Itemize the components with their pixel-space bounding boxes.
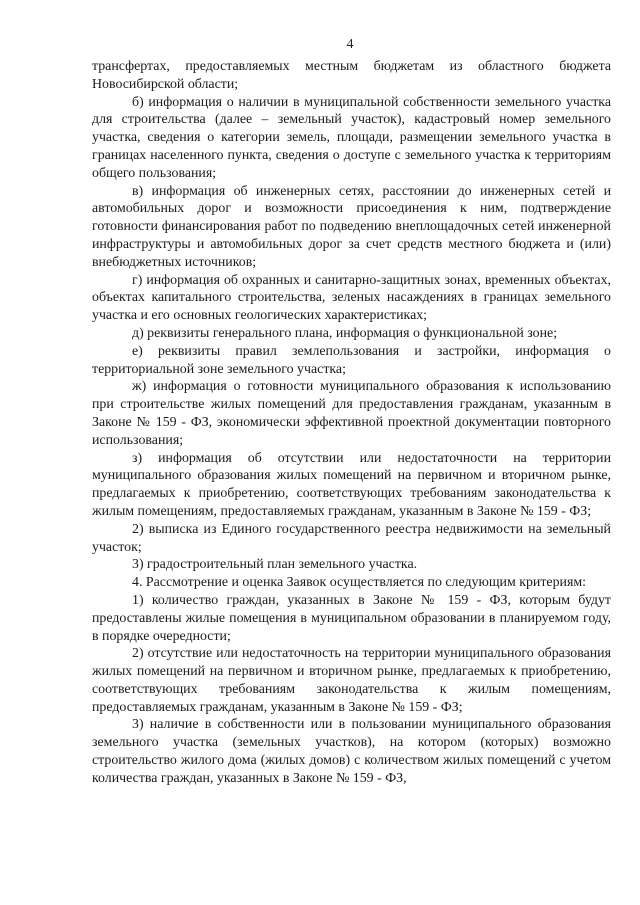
paragraph-12: 1) количество граждан, указанных в Законе № 159 - ФЗ, которым будут предоставлены жилые помещения в муниципальном образовании в планируемом году, в порядке очередности;: [92, 592, 611, 644]
paragraph-5: д) реквизиты генерального плана, информация о функциональной зоне;: [132, 325, 558, 341]
paragraph-3: в) информация об инженерных сетях, расстоянии до инженерных сетей и автомобильных дорог и возможности присоединения к ним, подтверждение готовности финансирования работ по подведению внеплощадочных сетей инженерной инфраструктуры и автомобильных дорог за счет средств местного бюджета и (или) внебюджетных источников;: [92, 183, 611, 270]
paragraph-14: 3) наличие в собственности или в пользовании муниципального образования земельного участка (земельных участков), на котором (которых) возможно строительство жилого дома (жилых домов) с количеством жилых помещений с учетом количества граждан, указанных в Законе № 159 - ФЗ,: [92, 717, 611, 786]
paragraph-6: е) реквизиты правил землепользования и застройки, информация о территориальной зоне земельного участка;: [92, 343, 611, 377]
paragraph-13: 2) отсутствие или недостаточность на территории муниципального образования жилых помещений на первичном и вторичном рынке, предлагаемых к приобретению, соответствующих требованиям законодательства к жилым помещениям, предоставляемых гражданам, указанным в Законе № 159 - ФЗ;: [92, 646, 611, 715]
paragraph-9: 2) выписка из Единого государственного реестра недвижимости на земельный участок;: [92, 521, 611, 555]
paragraph-10: 3) градостроительный план земельного участка.: [132, 557, 418, 573]
document-body: [92, 58, 611, 788]
paragraph-2: б) информация о наличии в муниципальной собственности земельного участка для строительства (далее – земельный участок), кадастровый номер земельного участка, сведения о категории земель, площади, размещении земельного участка в границах населенного пункта, сведения о доступе с земельного участка к территориям общего пользования;: [92, 94, 611, 181]
paragraph-11: 4. Рассмотрение и оценка Заявок осуществляется по следующим критериям:: [132, 575, 587, 591]
paragraph-8: з) информация об отсутствии или недостаточности на территории муниципального образования жилых помещений на первичном и вторичном рынке, предлагаемых к приобретению, соответствующих требованиям законодательства к жилым помещениям, предоставляемых гражданам, указанным в Законе № 159 - ФЗ;: [92, 450, 611, 519]
paragraph-4: г) информация об охранных и санитарно-защитных зонах, временных объектах, объектах капитального строительства, зеленых насаждениях в границах земельного участка и его основных геологических характеристиках;: [92, 272, 611, 324]
page-number: 4: [346, 37, 354, 52]
paragraph-7: ж) информация о готовности муниципального образования к использованию при строительстве жилых помещений для предоставления гражданам, указанным в Законе № 159 - ФЗ, экономически эффективной проектной документации повторного использования;: [92, 379, 611, 448]
paragraph-1: трансфертах, предоставляемых местным бюджетам из областного бюджета Новосибирской области;: [92, 59, 611, 92]
